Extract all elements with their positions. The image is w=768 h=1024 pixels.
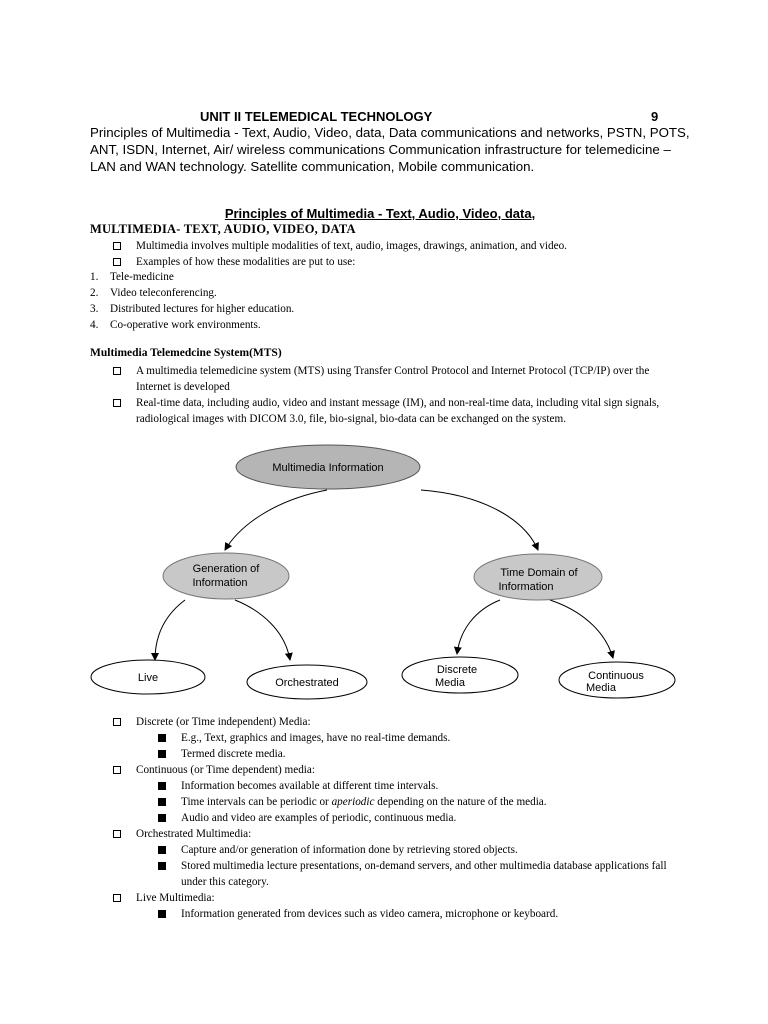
section-title-text: Principles of Multimedia - Text, Audio, Video, data xyxy=(224,206,532,221)
generation-node-label-1: Generation of xyxy=(192,563,260,575)
list-item: 3. Distributed lectures for higher education. xyxy=(90,303,295,315)
edge-left-live xyxy=(155,600,185,660)
checkbox-bullet-icon xyxy=(113,367,121,375)
edge-right-discrete xyxy=(457,600,500,654)
root-node-label: Multimedia Information xyxy=(272,462,384,474)
square-bullet-icon xyxy=(158,846,166,854)
list-item: Information becomes available at different time intervals. xyxy=(158,778,683,794)
continuous-media-label-2: Media xyxy=(586,682,616,694)
list-item: 4. Co-operative work environments. xyxy=(90,319,261,331)
square-bullet-icon xyxy=(158,910,166,918)
square-bullet-icon xyxy=(158,862,166,870)
checkbox-bullet-icon xyxy=(113,894,121,902)
checkbox-bullet-icon xyxy=(113,766,121,774)
square-bullet-icon xyxy=(158,814,166,822)
checkbox-bullet-icon xyxy=(113,718,121,726)
continuous-media-label-1: Continuous xyxy=(588,670,644,682)
generation-node-label-2: Information xyxy=(192,577,248,589)
list-item: Orchestrated Multimedia: Capture and/or generation of information done by retrieving stored objects. Stored multimedia lecture presentations, on-demand servers, and other multimedia database applications fall under this category. xyxy=(113,826,683,890)
list-item: Live Multimedia: Information generated from devices such as video camera, microphone or keyboard. xyxy=(113,890,683,922)
list-item: Time intervals can be periodic or aperiodic depending on the nature of the media. xyxy=(158,794,683,810)
list-item: Information generated from devices such as video camera, microphone or keyboard. xyxy=(158,906,683,922)
checkbox-bullet-icon xyxy=(113,399,121,407)
checkbox-bullet-icon xyxy=(113,258,121,266)
list-item: Continuous (or Time dependent) media: Information becomes available at different time intervals. Time intervals can be periodic or aperiodic depending on the nature of the media. Audio and video are examples of periodic, continuous media. xyxy=(113,762,683,826)
section-title xyxy=(90,206,670,221)
list-item: Capture and/or generation of information done by retrieving stored objects. xyxy=(158,842,683,858)
examples-list xyxy=(90,269,590,333)
list-item: Stored multimedia lecture presentations, on-demand servers, and other multimedia database applications fall under this category. xyxy=(158,858,683,890)
unit-title: UNIT II TELEMEDICAL TECHNOLOGY xyxy=(200,109,433,124)
generation-node xyxy=(163,553,289,599)
square-bullet-icon xyxy=(158,798,166,806)
multimedia-heading: MULTIMEDIA- TEXT, AUDIO, VIDEO, DATA xyxy=(90,222,356,236)
edge-root-right xyxy=(421,490,538,550)
section-title-suffix: , xyxy=(531,206,536,221)
square-bullet-icon xyxy=(158,750,166,758)
edge-root-left xyxy=(225,490,327,550)
list-item: Examples of how these modalities are put to use: xyxy=(113,254,673,270)
mts-heading: Multimedia Telemedcine System(MTS) xyxy=(90,347,282,359)
list-item: Real-time data, including audio, video and instant message (IM), and non-real-time data, including vital sign signals, radiological images with DICOM 3.0, file, bio-signal, bio-data can be exchanged on the system. xyxy=(113,395,673,427)
list-item: A multimedia telemedicine system (MTS) using Transfer Control Protocol and Internet Protocol (TCP/IP) over the Internet is developed xyxy=(113,363,673,395)
checkbox-bullet-icon xyxy=(113,830,121,838)
multimedia-bullets xyxy=(113,238,673,270)
time-domain-node-label-2: Information xyxy=(498,581,554,593)
time-domain-node-label-1: Time Domain of xyxy=(500,567,578,579)
page-number: 9 xyxy=(651,109,659,124)
list-item: Multimedia involves multiple modalities of text, audio, images, drawings, animation, and video. xyxy=(113,238,673,254)
intro-paragraph: Principles of Multimedia - Text, Audio, Video, data, Data communications and networks, PSTN, POTS, ANT, ISDN, Internet, Air/ wireless communications Communication infrastructure for telemedicine – LAN and WAN technology. Satellite communication, Mobile communication. xyxy=(90,125,690,174)
checkbox-bullet-icon xyxy=(113,242,121,250)
list-item: Discrete (or Time independent) Media: E.g., Text, graphics and images, have no real-time demands. Termed discrete media. xyxy=(113,714,683,762)
list-item: E.g., Text, graphics and images, have no real-time demands. xyxy=(158,730,683,746)
discrete-media-label-2: Media xyxy=(435,677,465,689)
edge-left-orchestrated xyxy=(235,600,290,660)
orchestrated-node-label: Orchestrated xyxy=(275,677,339,689)
multimedia-diagram xyxy=(85,440,710,705)
list-item: Audio and video are examples of periodic, continuous media. xyxy=(158,810,683,826)
live-node-label: Live xyxy=(137,672,159,684)
mts-bullets xyxy=(113,363,673,427)
discrete-media-label-1: Discrete xyxy=(436,664,478,676)
list-item: 2. Video teleconferencing. xyxy=(90,287,217,299)
edge-right-continuous xyxy=(550,600,613,658)
list-item: Termed discrete media. xyxy=(158,746,683,762)
definitions-list xyxy=(113,714,683,922)
square-bullet-icon xyxy=(158,782,166,790)
list-item: 1. Tele-medicine xyxy=(90,271,174,283)
square-bullet-icon xyxy=(158,734,166,742)
